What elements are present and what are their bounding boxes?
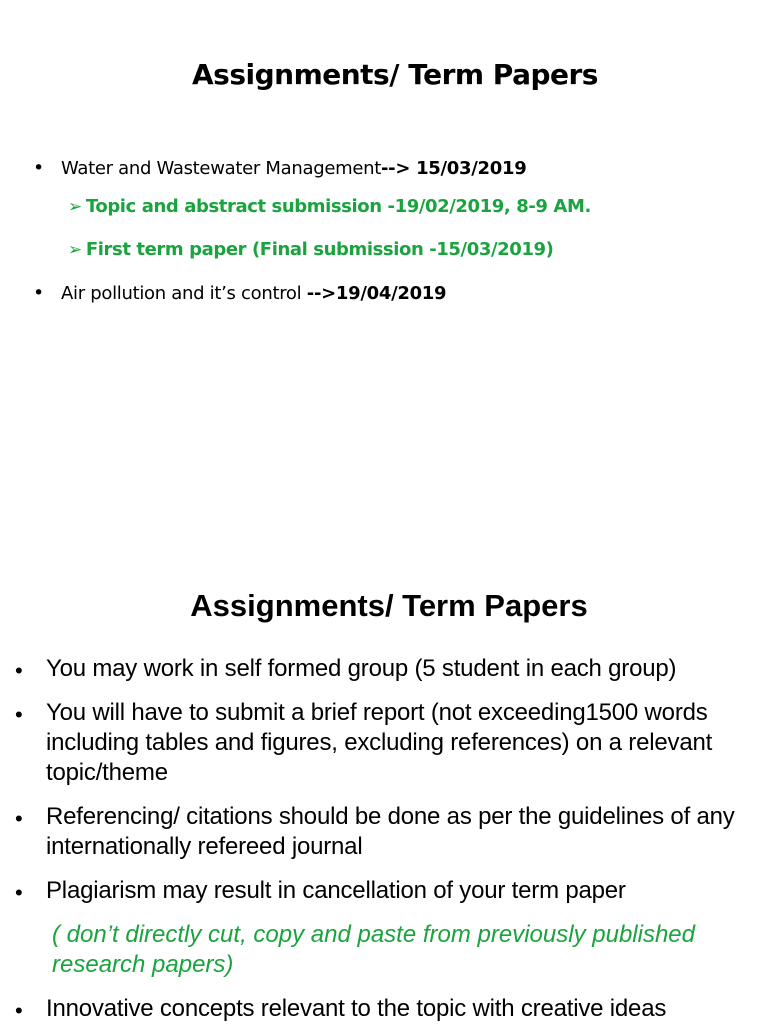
arrow-text: --> bbox=[380, 158, 417, 179]
arrow-text: --> bbox=[306, 283, 336, 304]
bullet-text: Water and Wastewater Management bbox=[61, 158, 381, 179]
sub-bullet-text: First term paper (Final submission -15/03/2019) bbox=[85, 239, 554, 260]
sub-bullet-first-term-paper bbox=[68, 239, 553, 260]
bullet-icon: • bbox=[33, 157, 45, 179]
bullet-air-pollution bbox=[61, 283, 446, 304]
sub-bullet-text: Topic and abstract submission -19/02/2019, 8-9 AM. bbox=[85, 196, 591, 217]
bullet-icon: • bbox=[15, 806, 23, 831]
bullet-innovative-concepts: Innovative concepts relevant to the topic with creative ideas bbox=[46, 995, 667, 1022]
bullet-referencing: Referencing/ citations should be done as per the guidelines of any internationally refereed journal bbox=[46, 803, 735, 860]
arrow-bullet-icon: ➢ bbox=[68, 240, 82, 260]
deadline-date: 19/04/2019 bbox=[335, 283, 447, 304]
slide-2 bbox=[0, 512, 768, 1024]
sub-bullet-topic-abstract bbox=[68, 196, 591, 217]
bullet-icon: • bbox=[15, 658, 23, 683]
slide-1-title: Assignments/ Term Papers bbox=[192, 58, 598, 91]
arrow-bullet-icon: ➢ bbox=[68, 197, 82, 217]
slide-2-title: Assignments/ Term Papers bbox=[190, 588, 588, 623]
plagiarism-note: ( don’t directly cut, copy and paste from previously published research papers) bbox=[52, 921, 695, 978]
bullet-icon: • bbox=[15, 880, 23, 905]
bullet-water-management bbox=[61, 158, 526, 179]
bullet-plagiarism: Plagiarism may result in cancellation of your term paper bbox=[46, 877, 626, 904]
bullet-icon: • bbox=[15, 702, 23, 727]
bullet-group-work: You may work in self formed group (5 student in each group) bbox=[46, 655, 677, 682]
bullet-brief-report: You will have to submit a brief report (not exceeding1500 words including tables and figures, excluding references) on a relevant topic/theme bbox=[46, 699, 713, 786]
deadline-date: 15/03/2019 bbox=[416, 158, 527, 179]
bullet-icon: • bbox=[33, 282, 45, 304]
bullet-text: Air pollution and it’s control bbox=[61, 283, 307, 304]
bullet-icon: • bbox=[15, 998, 23, 1023]
